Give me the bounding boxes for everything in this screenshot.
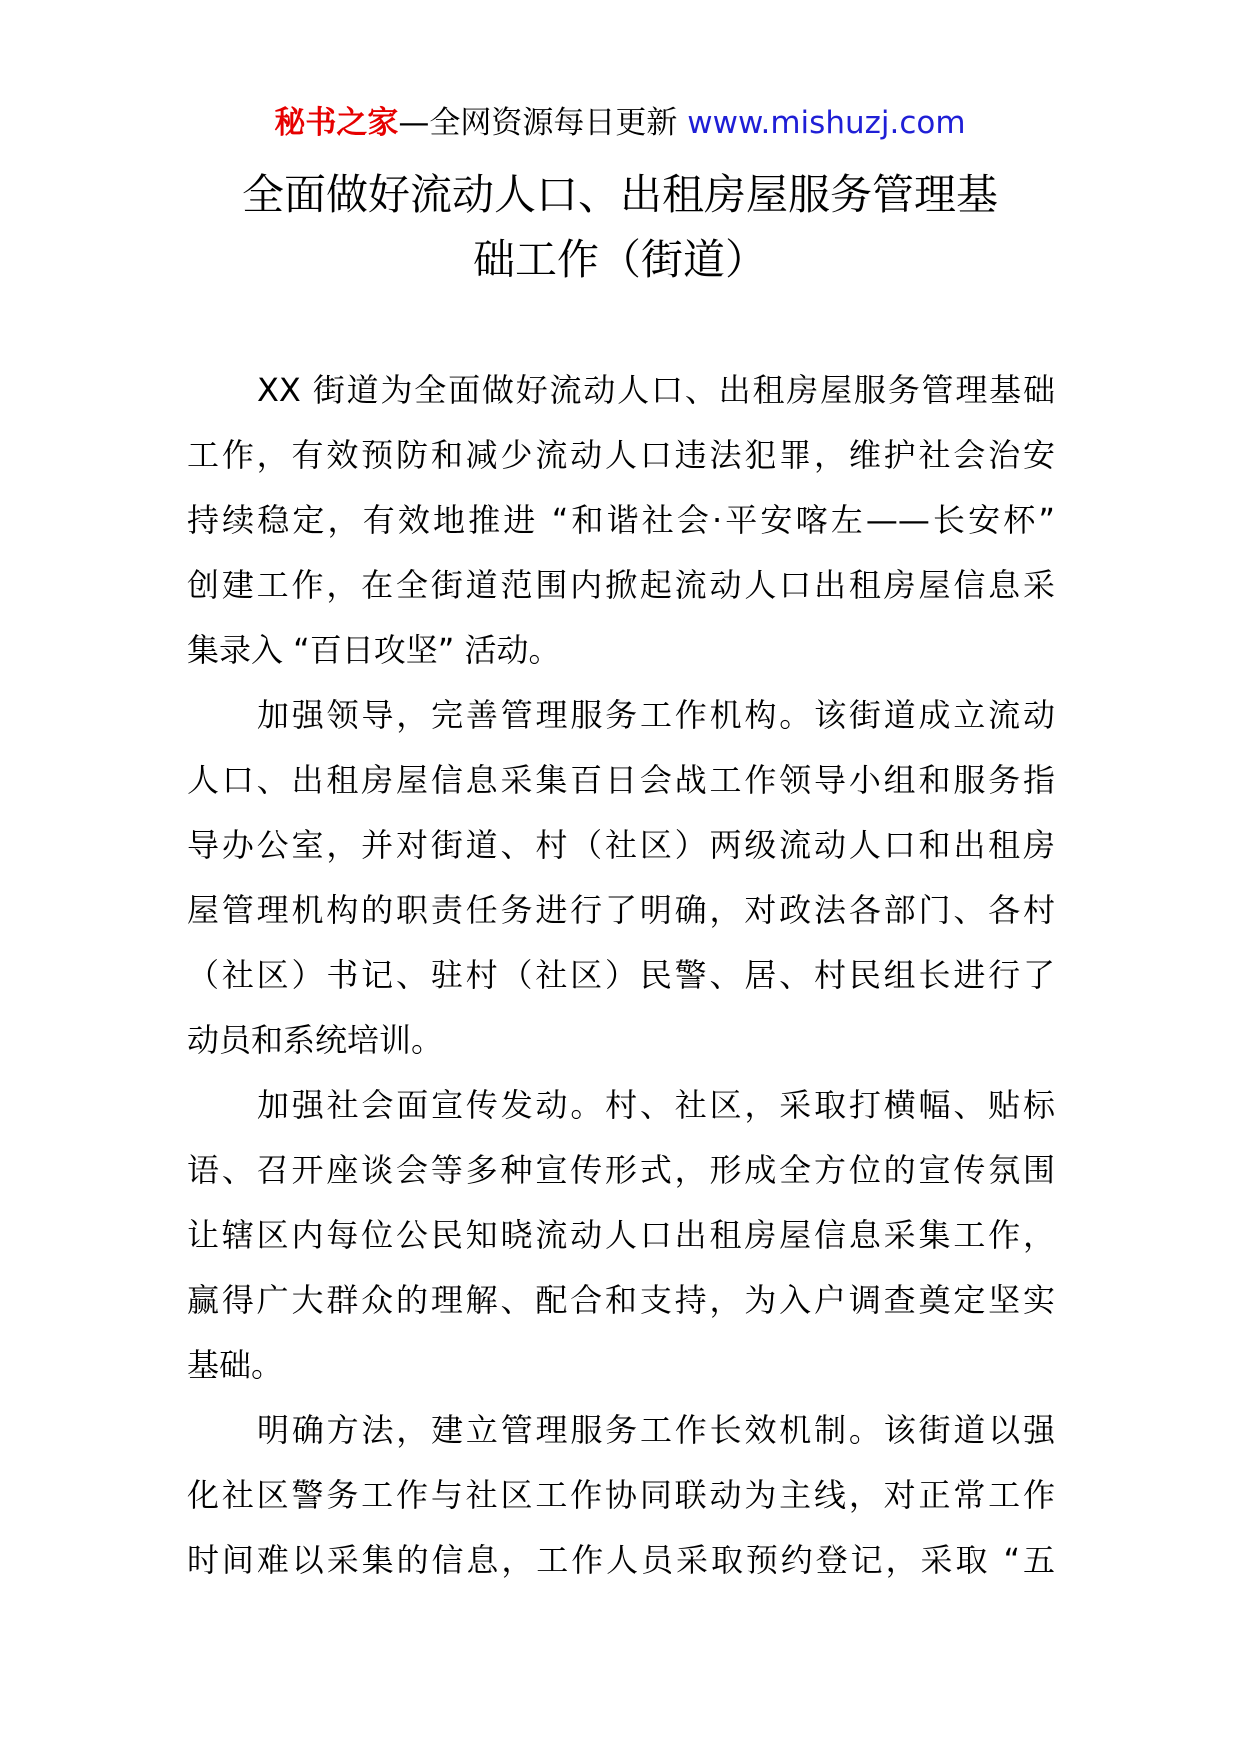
paragraph-line: 赢得广大群众的理解、配合和支持，为入户调查奠定坚实 [187,1281,1055,1319]
title-line-2: 础工作（街道） [472,235,767,284]
paragraph-line: 化社区警务工作与社区工作协同联动为主线，对正常工作 [187,1476,1055,1514]
paragraph-line: XX 街道为全面做好流动人口、出租房屋服务管理基础 [257,371,1055,409]
paragraph-line: 屋管理机构的职责任务进行了明确，对政法各部门、各村 [187,891,1055,929]
site-header [0,100,1240,146]
paragraph-methods [187,1398,1055,1593]
site-tagline: —全网资源每日更新 [398,105,678,141]
paragraph-line: 基础。 [187,1346,284,1384]
paragraph-line: 人口、出租房屋信息采集百日会战工作领导小组和服务指 [187,761,1055,799]
paragraph-leadership [187,683,1055,1073]
paragraph-line: 创建工作，在全街道范围内掀起流动人口出租房屋信息采 [187,566,1055,604]
paragraph-line: 集录入 “百日攻坚” 活动。 [187,631,561,669]
paragraph-line: 让辖区内每位公民知晓流动人口出租房屋信息采集工作， [187,1216,1055,1254]
document-body [187,358,1055,1593]
paragraph-line: 加强社会面宣传发动。村、社区，采取打横幅、贴标 [257,1086,1055,1124]
paragraph-intro [187,358,1055,683]
paragraph-line: 工作，有效预防和减少流动人口违法犯罪，维护社会治安 [187,436,1055,474]
paragraph-line: 明确方法，建立管理服务工作长效机制。该街道以强 [257,1411,1055,1449]
document-title [140,162,1100,292]
paragraph-line: 加强领导，完善管理服务工作机构。该街道成立流动 [257,696,1055,734]
title-line-1: 全面做好流动人口、出租房屋服务管理基 [241,170,998,219]
paragraph-line: 持续稳定，有效地推进 “和谐社会·平安喀左——长安杯” [187,501,1055,539]
paragraph-line: 语、召开座谈会等多种宣传形式，形成全方位的宣传氛围 [187,1151,1055,1189]
paragraph-line: 时间难以采集的信息，工作人员采取预约登记，采取 “五 [187,1541,1055,1579]
site-brand: 秘书之家 [274,105,399,141]
paragraph-publicity [187,1073,1055,1398]
paragraph-line: 导办公室，并对街道、村（社区）两级流动人口和出租房 [187,826,1055,864]
paragraph-line: （社区）书记、驻村（社区）民警、居、村民组长进行了 [187,956,1055,994]
site-url[interactable]: www.mishuzj.com [687,105,966,141]
paragraph-line: 动员和系统培训。 [187,1021,444,1059]
